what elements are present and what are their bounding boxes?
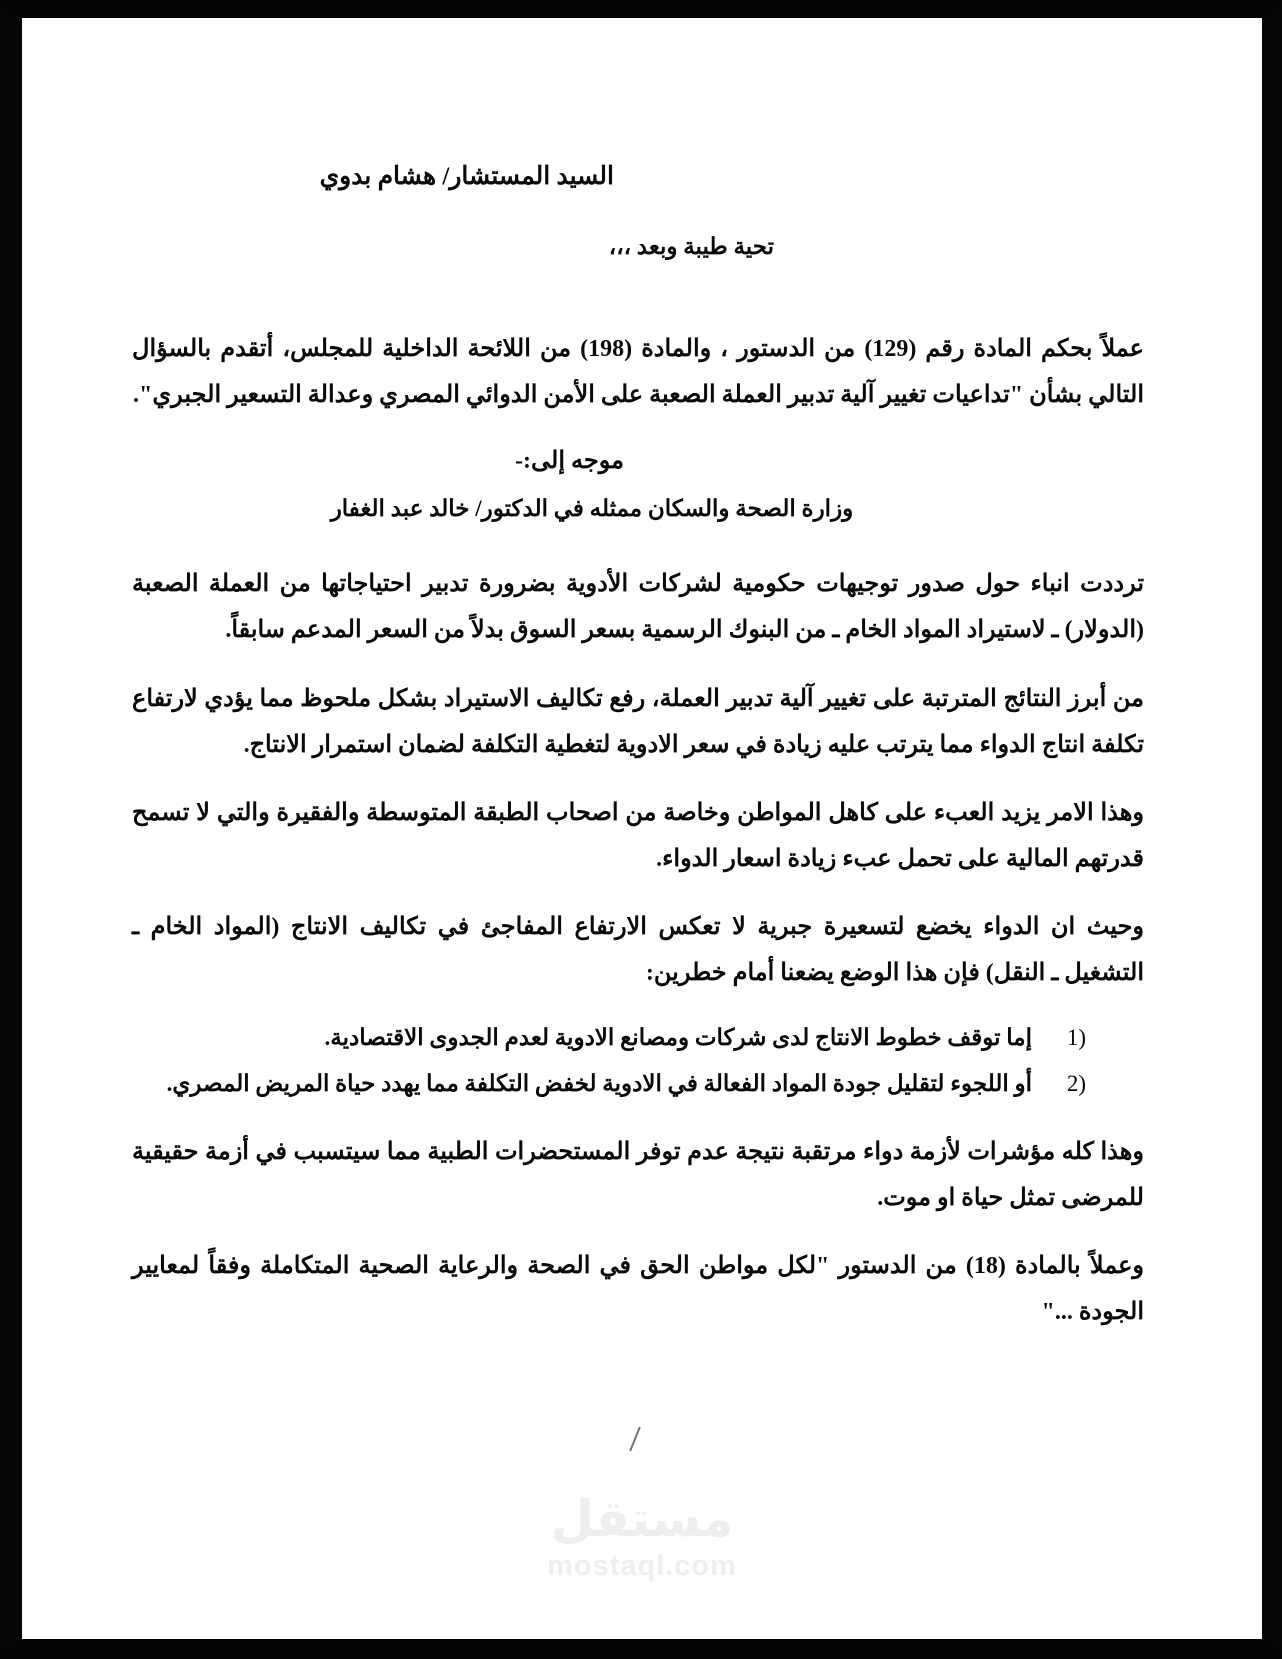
watermark (22, 1493, 1262, 1583)
list-item (132, 1018, 1086, 1058)
paragraph-article-18-quote: وعملاً بالمادة (18) من الدستور "لكل مواطن الحق في الصحة والرعاية الصحية المتكاملة وفقاً لمعايير الجودة ..." (132, 1253, 1144, 1326)
list-item-label: إما توقف خطوط الانتاج لدى شركات ومصانع الادوية لعدم الجدوى الاقتصادية. (324, 1024, 1032, 1050)
paragraph-constitutional-basis: عملاً بحكم المادة رقم (129) من الدستور ، والمادة (198) من اللائحة الداخلية للمجلس، أتقدم بالسؤال التالي بشأن "تداعيات تغيير آلية تدبير العملة الصعبة على الأمن الدوائي المصري وعدالة التسعير الجبري". (132, 336, 1145, 409)
list-item-number: 1) (1066, 1024, 1086, 1050)
paper-sheet (22, 18, 1262, 1639)
watermark-domain-text: mostaql.com (547, 1549, 737, 1582)
watermark-arabic-text: مستقل (550, 1491, 734, 1547)
greeting-line: تحية طيبة وبعد ،،، (608, 233, 774, 259)
document-body (132, 158, 1144, 1335)
slash-stroke (629, 1427, 641, 1452)
addressee-line: السيد المستشار/ هشام بدوي (319, 163, 614, 190)
list-item-number: 2) (1066, 1070, 1086, 1096)
list-item-label: أو اللجوء لتقليل جودة المواد الفعالة في الادوية لخفض التكلفة مما يهدد حياة المريض المصري. (166, 1070, 1032, 1096)
paragraph-pricing-risks-intro: وحيث ان الدواء يخضع لتسعيرة جبرية لا تعكس الارتفاع المفاجئ في تكاليف الانتاج (المواد الخام ـ التشغيل ـ النقل) فإن هذا الوضع يضعنا أمام خطرين: (132, 913, 1144, 986)
paragraph-medicine-crisis-warning: وهذا كله مؤشرات لأزمة دواء مرتقبة نتيجة عدم توفر المستحضرات الطبية مما سيتسبب في أزمة حقيقية للمرضى تمثل حياة او موت. (132, 1139, 1144, 1212)
risks-list (132, 1018, 1086, 1103)
paragraph-currency-directives: ترددت انباء حول صدور توجيهات حكومية لشركات الأدوية بضرورة تدبير احتياجاتها من العملة الصعبة (الدولار) ـ لاستيراد المواد الخام ـ من البنوك الرسمية بسعر السوق بدلاً من السعر المدعم سابقاً. (132, 571, 1144, 644)
pen-slash-mark (620, 1426, 636, 1452)
ministry-recipient-line: وزارة الصحة والسكان ممثله في الدكتور/ خالد عبد الغفار (330, 495, 854, 521)
directed-to-label: موجه إلى:- (515, 448, 624, 475)
paragraph-citizen-burden: وهذا الامر يزيد العبء على كاهل المواطن وخاصة من اصحاب الطبقة المتوسطة والفقيرة والتي لا تسمح قدرتهم المالية على تحمل عبء زيادة اسعار الدواء. (132, 799, 1144, 872)
paragraph-import-cost-impact: من أبرز النتائج المترتبة على تغيير آلية تدبير العملة، رفع تكاليف الاستيراد بشكل ملحوظ مما يؤدي لارتفاع تكلفة انتاج الدواء مما يترتب عليه زيادة في سعر الادوية لتغطية التكلفة لضمان استمرار الانتاج. (132, 685, 1144, 758)
list-item (132, 1064, 1086, 1104)
